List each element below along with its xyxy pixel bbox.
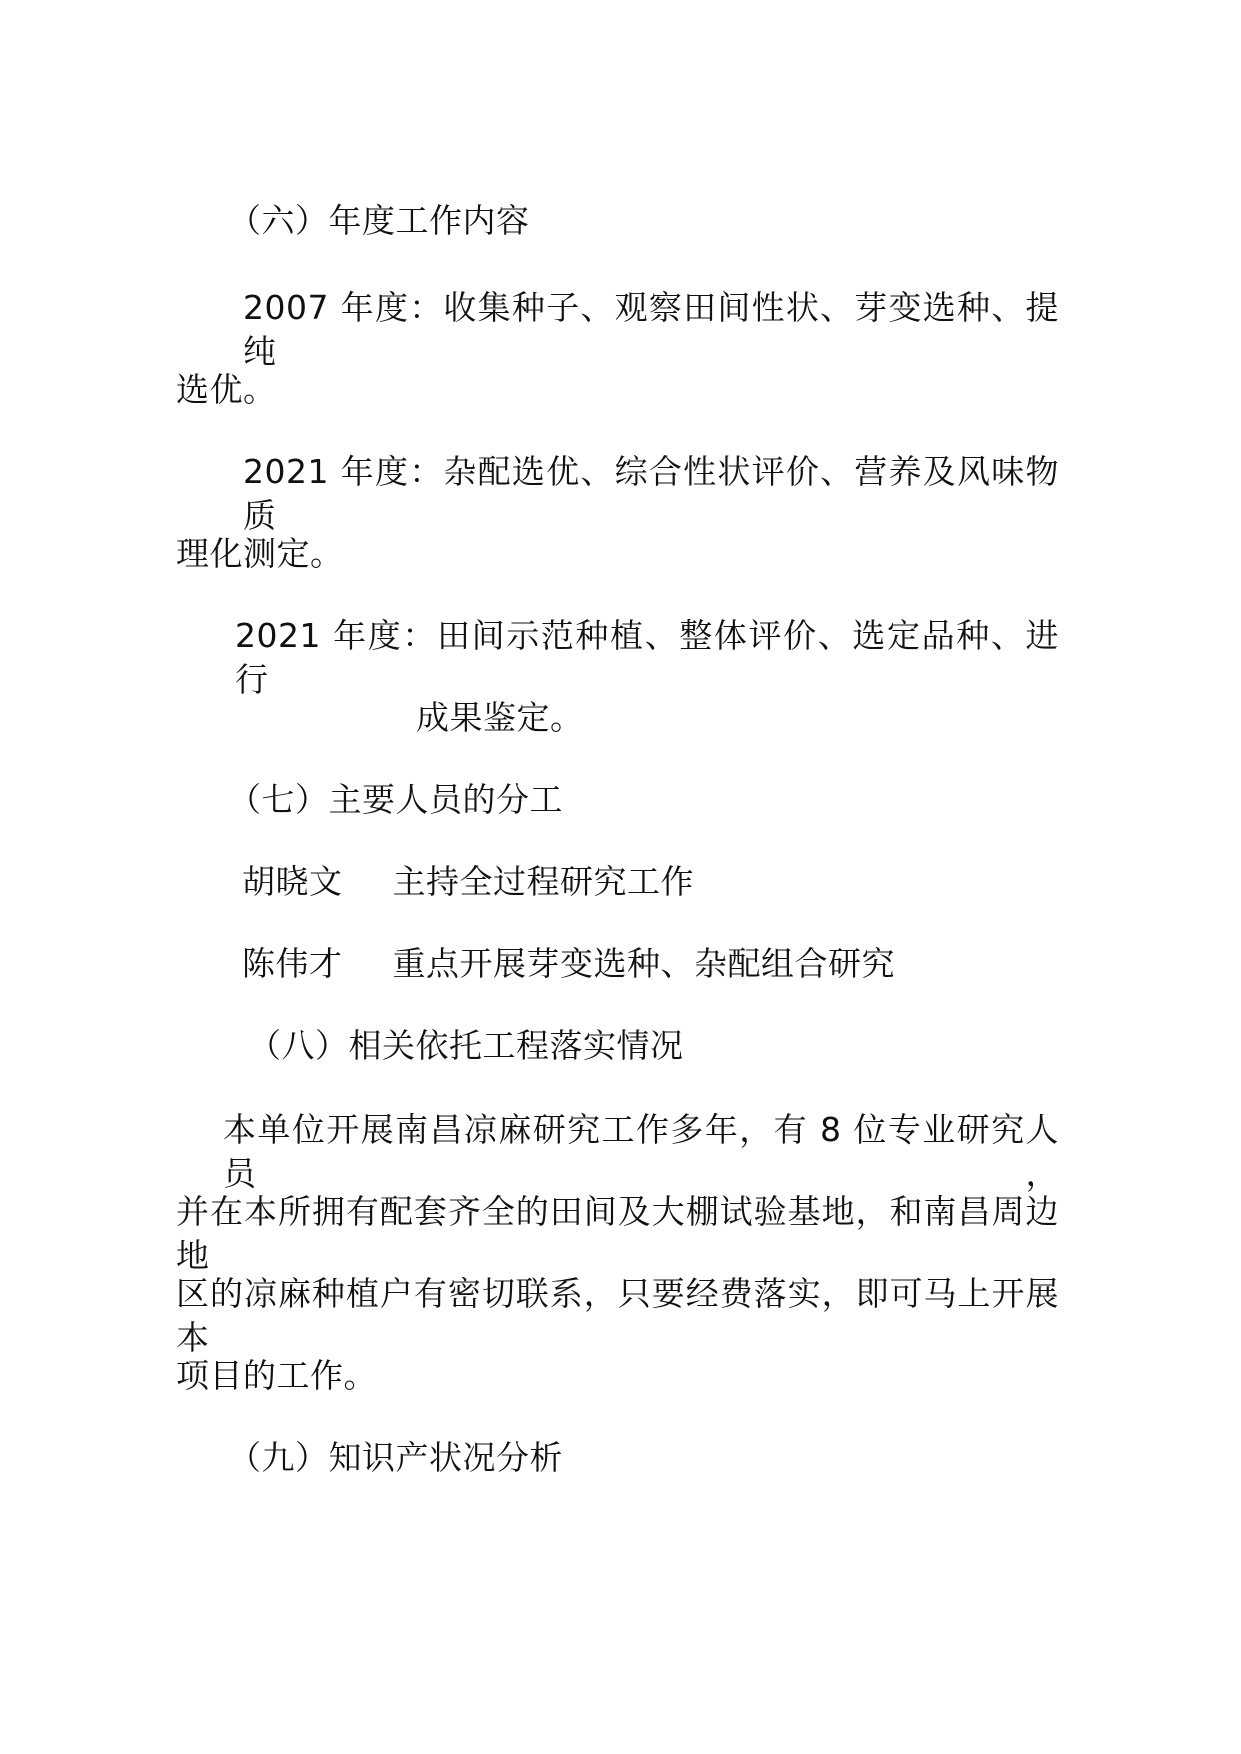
staff-row: [242, 860, 694, 904]
section6-2021b-line1: 2021 年度：田间示范种植、整体评价、选定品种、进行: [235, 616, 1059, 699]
staff-role: 重点开展芽变选种、杂配组合研究: [392, 944, 895, 983]
section8-heading: （八）相关依托工程落实情况: [248, 1026, 684, 1065]
section6-2021a-line2: 理化测定。: [176, 534, 344, 573]
staff-name: 胡晓文: [242, 862, 343, 901]
staff-name: 陈伟才: [242, 944, 343, 983]
staff-row: [242, 942, 895, 986]
section7-heading: （七）主要人员的分工: [228, 780, 563, 819]
section8-line3: 区的凉麻种植户有密切联系，只要经费落实，即可马上开展本: [176, 1274, 1059, 1357]
section6-2021b-line2: 成果鉴定。: [416, 698, 584, 737]
section9-heading: （九）知识产状况分析: [228, 1438, 563, 1477]
section6-2007-line2: 选优。: [176, 370, 277, 409]
section8-line4: 项目的工作。: [176, 1356, 377, 1395]
section8-line2: 并在本所拥有配套齐全的田间及大棚试验基地，和南昌周边地: [176, 1192, 1059, 1275]
staff-role: 主持全过程研究工作: [392, 862, 694, 901]
section6-2021a-line1: 2021 年度：杂配选优、综合性状评价、营养及风味物质: [243, 452, 1059, 535]
section6-heading: （六）年度工作内容: [228, 201, 530, 240]
section8-line1: 本单位开展南昌凉麻研究工作多年，有 8 位专业研究人员，: [223, 1110, 1059, 1193]
section6-2007-line1: 2007 年度：收集种子、观察田间性状、芽变选种、提纯: [243, 288, 1059, 371]
